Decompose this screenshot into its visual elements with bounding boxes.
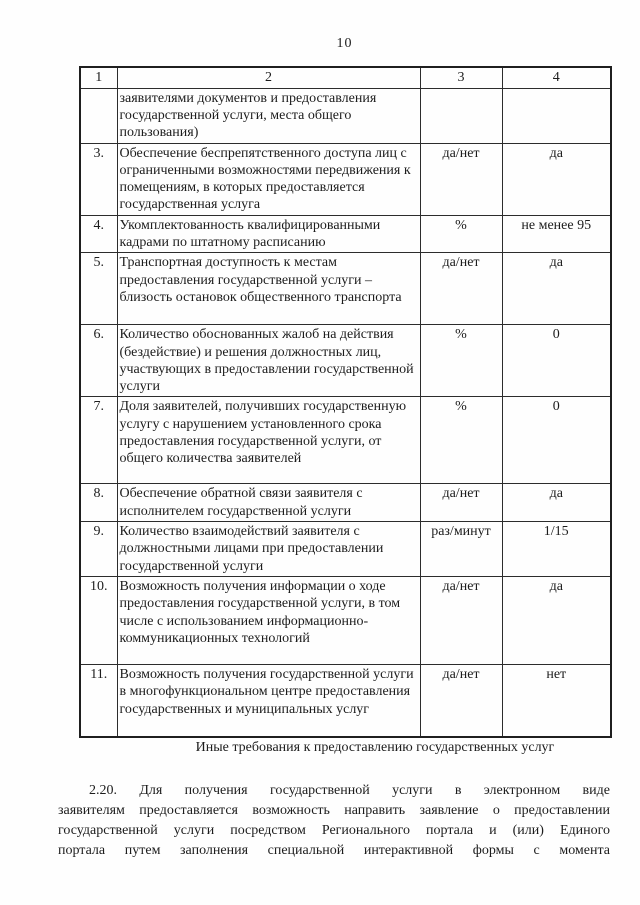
row-number-cell: 8. — [80, 484, 117, 522]
unit-cell: % — [420, 215, 502, 253]
table-row — [80, 88, 611, 143]
target-value-cell — [502, 88, 611, 143]
indicator-name-cell: Укомплектованность квалифицированными кадрами по штатному расписанию — [117, 215, 420, 253]
row-number-cell: 4. — [80, 215, 117, 253]
column-header-4: 4 — [502, 67, 611, 88]
unit-cell: да/нет — [420, 253, 502, 325]
row-number-cell — [80, 88, 117, 143]
row-number-cell: 9. — [80, 522, 117, 577]
unit-cell: да/нет — [420, 143, 502, 215]
table-row — [80, 576, 611, 664]
table-row — [80, 215, 611, 253]
row-number-cell: 5. — [80, 253, 117, 325]
paragraph-line: государственной услуги посредством Регионального портала и (или) Единого — [58, 823, 610, 838]
paragraph-line: 2.20. Для получения государственной услуги в электронном виде — [89, 783, 610, 798]
target-value-cell: да — [502, 484, 611, 522]
indicator-name-cell: Транспортная доступность к местам предоставления государственной услуги – близость остановок общественного транспорта — [117, 253, 420, 325]
column-header-3: 3 — [420, 67, 502, 88]
indicator-name-cell: Количество взаимодействий заявителя с должностными лицами при предоставлении государственной услуги — [117, 522, 420, 577]
row-number-cell: 3. — [80, 143, 117, 215]
page-number: 10 — [336, 36, 353, 51]
indicator-name-cell: Доля заявителей, получивших государственную услугу с нарушением установленного срока предоставления государственной услуги, от общего количества заявителей — [117, 397, 420, 484]
indicator-name-cell: заявителями документов и предоставления государственной услуги, места общего пользования) — [117, 88, 420, 143]
row-number-cell: 11. — [80, 664, 117, 737]
table-row — [80, 484, 611, 522]
table-header-row — [80, 67, 611, 88]
table-row — [80, 397, 611, 484]
row-number-cell: 6. — [80, 325, 117, 397]
paragraph-line: заявителям предоставляется возможность направить заявление о предоставлении — [58, 803, 610, 818]
indicator-name-cell: Обеспечение обратной связи заявителя с исполнителем государственной услуги — [117, 484, 420, 522]
indicator-name-cell: Возможность получения государственной услуги в многофункциональном центре предоставления государственных и муниципальных услуг — [117, 664, 420, 737]
table-row — [80, 664, 611, 737]
column-header-1: 1 — [80, 67, 117, 88]
target-value-cell: да — [502, 143, 611, 215]
unit-cell — [420, 88, 502, 143]
target-value-cell: да — [502, 576, 611, 664]
unit-cell: % — [420, 397, 502, 484]
target-value-cell: нет — [502, 664, 611, 737]
target-value-cell: 1/15 — [502, 522, 611, 577]
row-number-cell: 7. — [80, 397, 117, 484]
unit-cell: да/нет — [420, 484, 502, 522]
quality-indicators-table — [79, 66, 612, 738]
table-row — [80, 325, 611, 397]
unit-cell: % — [420, 325, 502, 397]
unit-cell: да/нет — [420, 664, 502, 737]
target-value-cell: да — [502, 253, 611, 325]
target-value-cell: 0 — [502, 325, 611, 397]
paragraph-line: портала путем заполнения специальной интерактивной формы с момента — [58, 843, 610, 858]
row-number-cell: 10. — [80, 576, 117, 664]
table-row — [80, 522, 611, 577]
indicator-name-cell: Обеспечение беспрепятственного доступа лиц с ограниченными возможностями передвижения к помещениям, в которых предоставляется государственная услуга — [117, 143, 420, 215]
unit-cell: да/нет — [420, 576, 502, 664]
indicator-name-cell: Возможность получения информации о ходе предоставления государственной услуги, в том числе с использованием информационно-коммуникационных технологий — [117, 576, 420, 664]
table-row — [80, 143, 611, 215]
unit-cell: раз/минут — [420, 522, 502, 577]
target-value-cell: не менее 95 — [502, 215, 611, 253]
section-heading: Иные требования к предоставлению государственных услуг — [195, 740, 555, 755]
body-paragraph — [58, 781, 610, 861]
table-row — [80, 253, 611, 325]
column-header-2: 2 — [117, 67, 420, 88]
target-value-cell: 0 — [502, 397, 611, 484]
indicator-name-cell: Количество обоснованных жалоб на действия (бездействие) и решения должностных лиц, участвующих в предоставлении государственной услуги — [117, 325, 420, 397]
